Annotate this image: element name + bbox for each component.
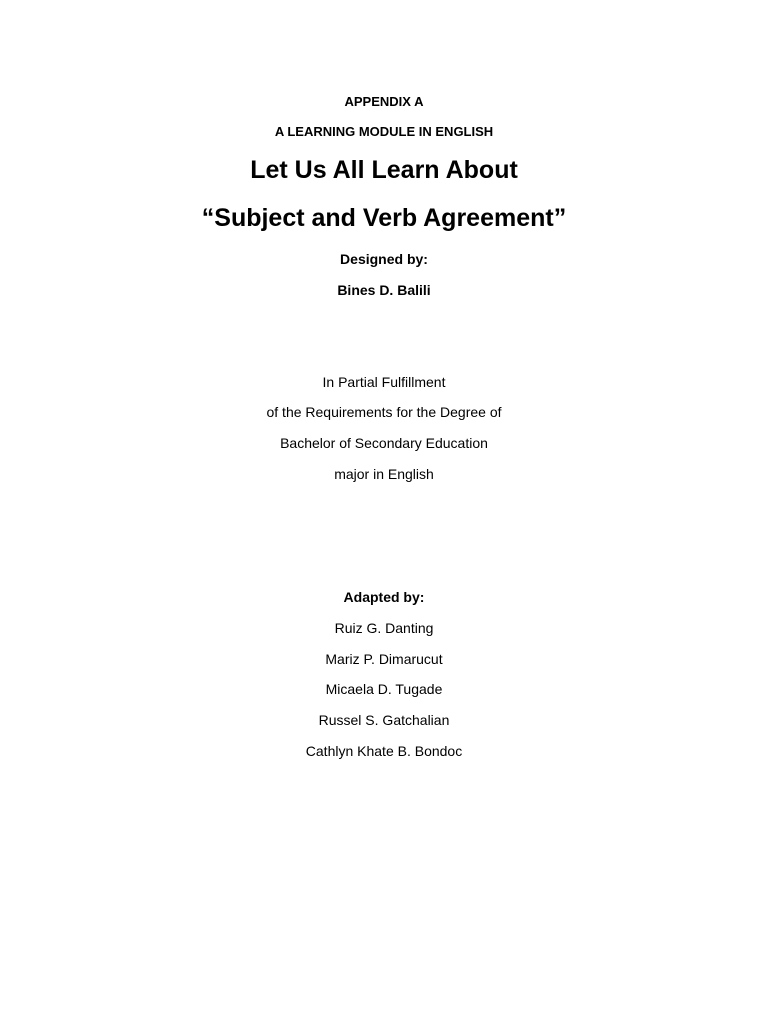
adapted-by-label: Adapted by: (343, 589, 425, 605)
adapter-name: Cathlyn Khate B. Bondoc (305, 743, 463, 759)
title-line-2: “Subject and Verb Agreement” (201, 204, 567, 232)
designed-by-label: Designed by: (340, 251, 428, 267)
adapter-name: Micaela D. Tugade (325, 681, 443, 697)
fulfillment-line: of the Requirements for the Degree of (266, 404, 502, 420)
fulfillment-line: Bachelor of Secondary Education (280, 435, 488, 451)
fulfillment-line: In Partial Fulfillment (322, 374, 446, 390)
fulfillment-line: major in English (334, 466, 434, 482)
adapter-name: Ruiz G. Danting (334, 620, 434, 636)
adapter-name: Russel S. Gatchalian (318, 712, 450, 728)
title-line-1: Let Us All Learn About (250, 156, 518, 184)
module-heading: A LEARNING MODULE IN ENGLISH (274, 124, 494, 139)
designer-name: Bines D. Balili (337, 282, 431, 298)
appendix-heading: APPENDIX A (344, 94, 424, 109)
adapter-name: Mariz P. Dimarucut (325, 651, 443, 667)
